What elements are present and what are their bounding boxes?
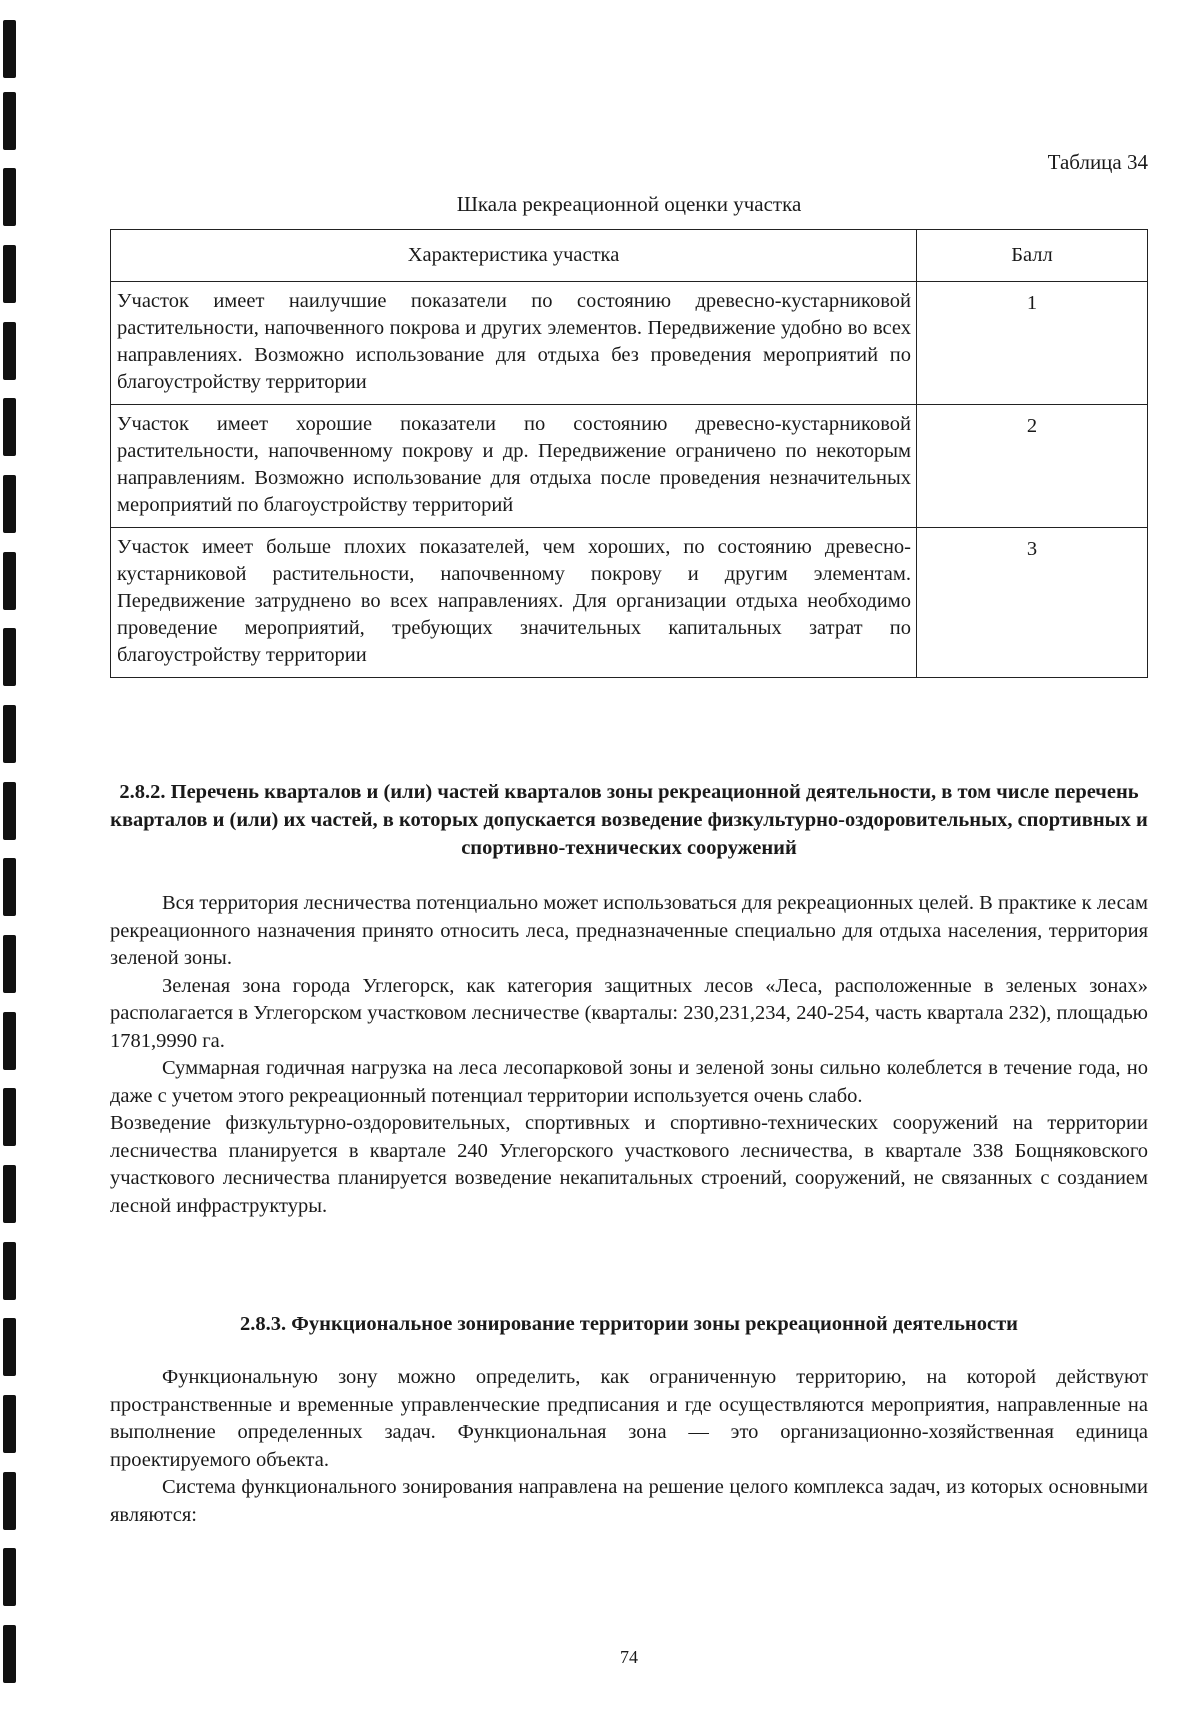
- row-score: 2: [917, 405, 1148, 528]
- binding-mark: [3, 782, 16, 840]
- binding-mark: [3, 858, 16, 916]
- table-row: [111, 528, 1148, 678]
- binding-mark: [3, 628, 16, 686]
- column-header-characteristic: Характеристика участка: [111, 230, 917, 282]
- binding-mark: [3, 398, 16, 456]
- section-body-2-8-2: [110, 890, 1148, 1220]
- binding-mark: [3, 935, 16, 993]
- column-header-score: Балл: [917, 230, 1148, 282]
- binding-mark: [3, 1088, 16, 1146]
- table-row: [111, 282, 1148, 405]
- binding-mark: [3, 322, 16, 380]
- section-heading-2-8-2: 2.8.2. Перечень кварталов и (или) частей кварталов зоны рекреационной деятельности, в том числе перечень кварталов и (или) их частей, в которых допускается возведение физкультурно-оздоровительных, спортивных и спортивно-технических сооружений: [110, 781, 1148, 859]
- binding-marks: [0, 0, 30, 1710]
- binding-mark: [3, 92, 16, 150]
- binding-mark: [3, 552, 16, 610]
- paragraph: Возведение физкультурно-оздоровительных, спортивных и спортивно-технических сооружений на территории лесничества планируется в квартале 240 Углегорского участкового лесничества, в квартале 338 Бощняковского участкового лесничества планируется возведение некапитальных строений, сооружений, не связанных с созданием лесной инфраструктуры.: [110, 1112, 1148, 1217]
- table-header-row: [111, 230, 1148, 282]
- row-description: Участок имеет хорошие показатели по состоянию древесно-кустарниковой растительности, напочвенному покрову и др. Передвижение ограничено по некоторым направлениям. Возможно использование для отдыха после проведения незначительных мероприятий по благоустройству территорий: [111, 405, 917, 528]
- page-number: 74: [620, 1647, 638, 1667]
- recreation-scale-table: [110, 229, 1148, 678]
- binding-mark: [3, 1318, 16, 1376]
- binding-mark: [3, 1625, 16, 1683]
- paragraph: Вся территория лесничества потенциально может использоваться для рекреационных целей. В практике к лесам рекреационного назначения принято относить леса, предназначенные специально для отдыха населения, территория зеленой зоны.: [110, 892, 1148, 969]
- table-row: [111, 405, 1148, 528]
- binding-mark: [3, 705, 16, 763]
- paragraph: Функциональную зону можно определить, как ограниченную территорию, на которой действуют пространственные и временные управленческие предписания и где осуществляются мероприятия, направленные на выполнение определенных задач. Функциональная зона — это организационно-хозяйственная единица проектируемого объекта.: [110, 1366, 1148, 1471]
- row-description: Участок имеет больше плохих показателей, чем хороших, по состоянию древесно-кустарниковой растительности, напочвенному покрову и другим элементам. Передвижение затруднено во всех направлениях. Для организации отдыха необходимо проведение мероприятий, требующих значительных капитальных затрат по благоустройству территории: [111, 528, 917, 678]
- paragraph: Система функционального зонирования направлена на решение целого комплекса задач, из которых основными являются:: [110, 1476, 1148, 1526]
- document-page: [110, 0, 1148, 1710]
- paragraph: Суммарная годичная нагрузка на леса лесопарковой зоны и зеленой зоны сильно колеблется в течение года, но даже с учетом этого рекреационный потенциал территории используется очень слабо.: [110, 1057, 1148, 1107]
- row-description: Участок имеет наилучшие показатели по состоянию древесно-кустарниковой растительности, напочвенного покрова и других элементов. Передвижение удобно во всех направлениях. Возможно использование для отдыха без проведения мероприятий по благоустройству территории: [111, 282, 917, 405]
- table-number-label: Таблица 34: [1047, 150, 1148, 174]
- binding-mark: [3, 475, 16, 533]
- paragraph: Зеленая зона города Углегорск, как категория защитных лесов «Леса, расположенные в зеленых зонах» располагается в Углегорском участковом лесничестве (кварталы: 230,231,234, 240-254, часть квартала 232), площадью 1781,9990 га.: [110, 974, 1148, 1052]
- binding-mark: [3, 1472, 16, 1530]
- row-score: 1: [917, 282, 1148, 405]
- binding-mark: [3, 245, 16, 303]
- section-heading-2-8-3: 2.8.3. Функциональное зонирование территории зоны рекреационной деятельности: [240, 1313, 1018, 1335]
- table-title: Шкала рекреационной оценки участка: [456, 192, 802, 216]
- binding-mark: [3, 20, 16, 78]
- binding-mark: [3, 1548, 16, 1606]
- binding-mark: [3, 1012, 16, 1070]
- binding-mark: [3, 1395, 16, 1453]
- binding-mark: [3, 1165, 16, 1223]
- row-score: 3: [917, 528, 1148, 678]
- binding-mark: [3, 168, 16, 226]
- binding-mark: [3, 1242, 16, 1300]
- section-body-2-8-3: [110, 1364, 1148, 1529]
